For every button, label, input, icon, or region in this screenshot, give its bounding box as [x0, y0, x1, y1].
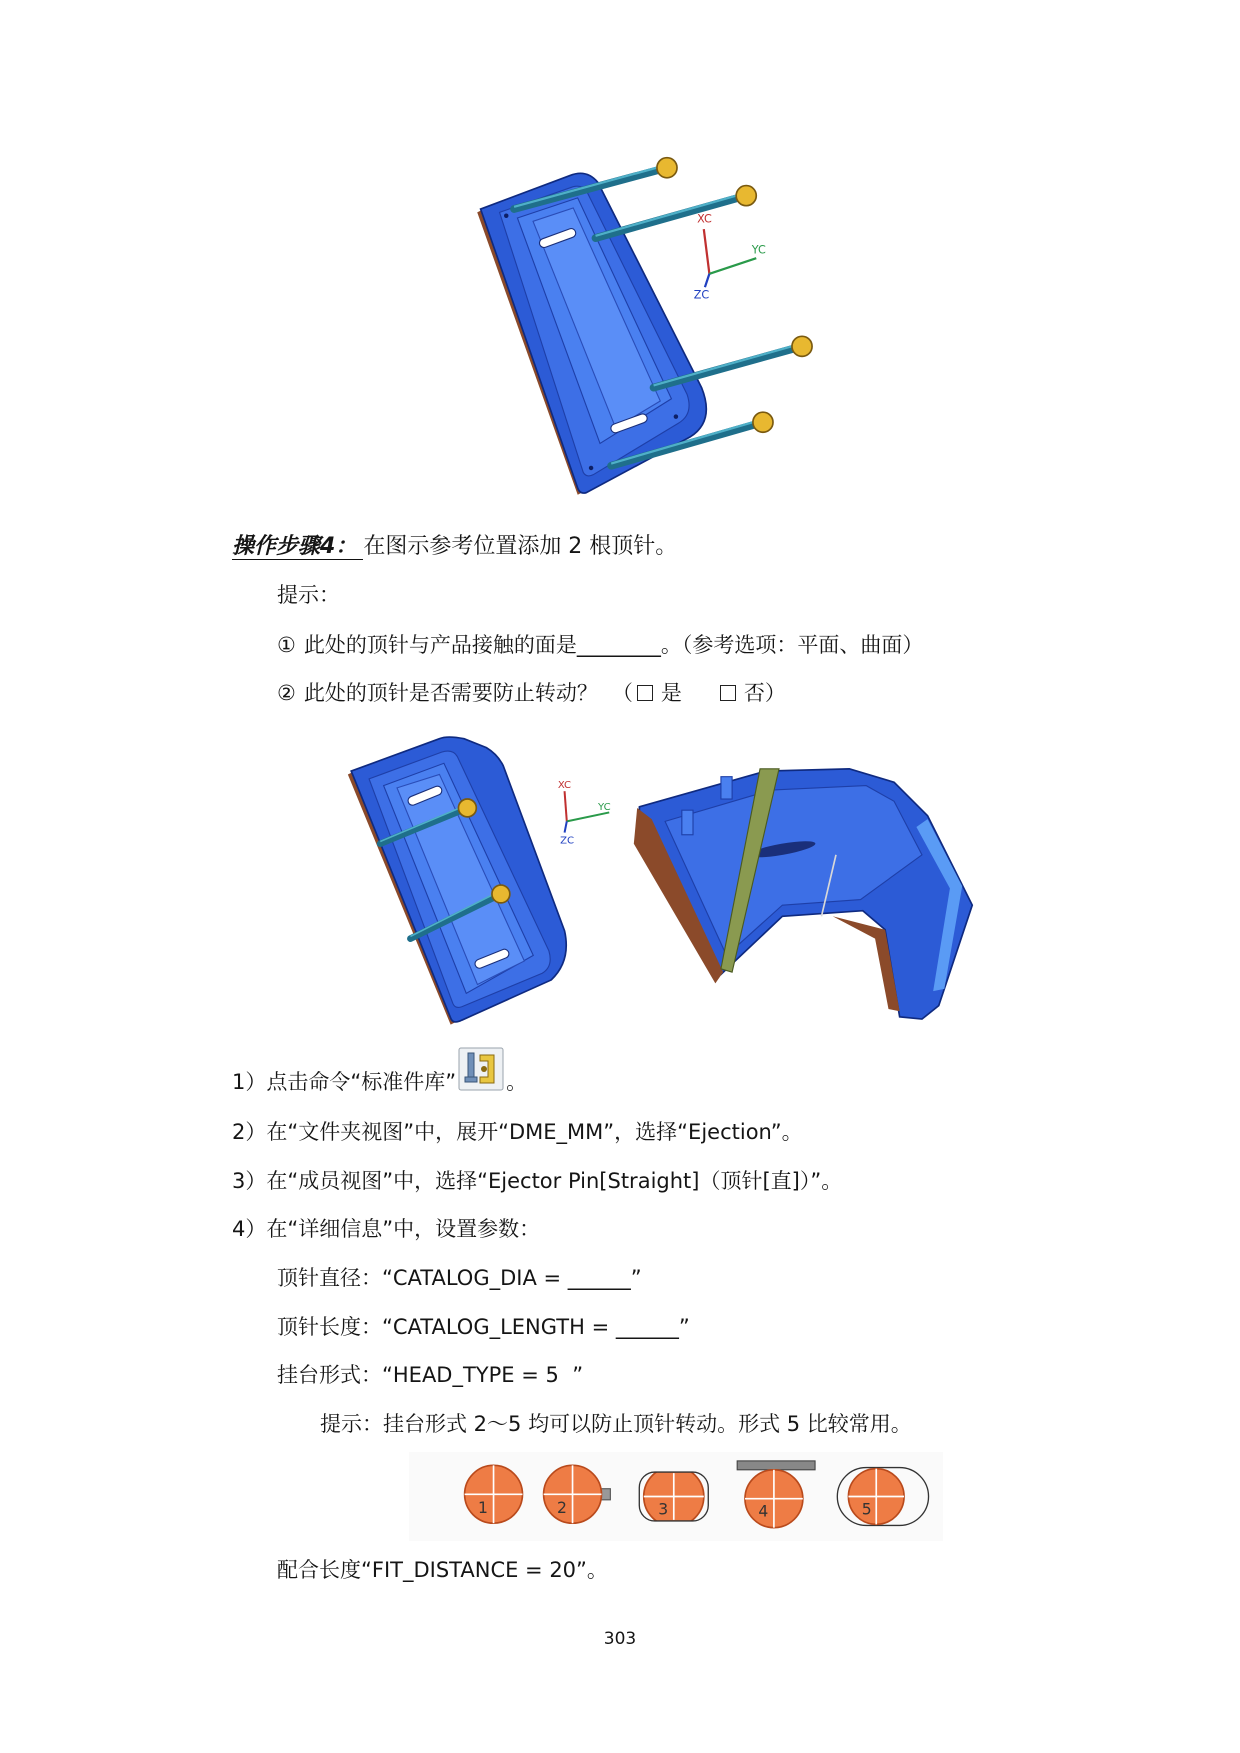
axis-label-yc: YC	[751, 243, 766, 257]
axis-label-zc: ZC	[560, 835, 574, 847]
param-head-type: 挂台形式：“HEAD_TYPE = 5 ”	[277, 1363, 584, 1387]
step4-text: 在图示参考位置添加 2 根顶针。	[363, 534, 678, 559]
param-catalog-dia: 顶针直径：“CATALOG_DIA = ______”	[277, 1266, 642, 1290]
axis-label-yc: YC	[598, 802, 611, 814]
two-pin-placement-figure	[341, 732, 978, 1028]
step-2: 2）在“文件夹视图”中，展开“DME_MM”，选择“Ejection”。	[232, 1120, 803, 1144]
section-boss	[721, 777, 732, 799]
step-1	[232, 1047, 527, 1093]
question-2-marker: ②	[277, 681, 296, 705]
question-2-close-paren: ）	[764, 681, 786, 705]
step-1-text: 1）点击命令“标准件库”	[232, 1070, 457, 1094]
checkbox-no	[720, 685, 736, 701]
rim-dot	[589, 466, 593, 470]
product-with-four-pins-figure	[475, 151, 821, 497]
step4-heading	[232, 535, 677, 559]
checkbox-yes	[637, 685, 653, 701]
fit-distance-line: 配合长度“FIT_DISTANCE = 20”。	[277, 1558, 608, 1582]
step4-title: 操作步骤4：	[232, 534, 363, 560]
head-type-label: 5	[861, 1500, 872, 1519]
section-boss	[682, 810, 693, 835]
rim-dot	[674, 414, 678, 418]
hint-label: 提示：	[277, 583, 340, 607]
rim-dot	[504, 214, 508, 218]
page-number: 303	[603, 1629, 637, 1649]
standard-part-library-icon[interactable]	[458, 1047, 504, 1091]
step-3: 3）在“成员视图”中，选择“Ejector Pin[Straight]（顶针[直]）”。	[232, 1169, 843, 1193]
head-type-1	[465, 1465, 523, 1523]
head-type-figure	[408, 1452, 944, 1541]
question-2-text: 此处的顶针是否需要防止转动？	[303, 681, 598, 705]
axis-label-zc: ZC	[693, 288, 710, 302]
axis-label-xc: XC	[697, 212, 712, 226]
step-4: 4）在“详细信息”中，设置参数：	[232, 1217, 541, 1241]
section-view	[634, 769, 972, 1019]
question-2-open-paren: （	[611, 681, 633, 705]
axis-triad	[558, 780, 611, 847]
ejector-pin	[596, 186, 757, 238]
question-1-text: 此处的顶针与产品接触的面是________。（参考选项：平面、曲面）	[303, 633, 924, 657]
head-type-note: 提示：挂台形式 2～5 均可以防止顶针转动。形式 5 比较常用。	[320, 1412, 912, 1436]
axis-label-xc: XC	[557, 779, 572, 791]
product-tray-top-view	[348, 737, 566, 1025]
head-type-label: 4	[758, 1502, 769, 1521]
option-no-label: 否	[743, 681, 765, 705]
head-type-label: 3	[658, 1500, 669, 1519]
question-1-marker: ①	[277, 633, 296, 657]
step-1-suffix: 。	[506, 1070, 528, 1094]
head-type-label: 1	[477, 1499, 488, 1518]
question-2	[277, 682, 786, 704]
param-catalog-length: 顶针长度：“CATALOG_LENGTH = ______”	[277, 1315, 690, 1339]
question-1	[277, 634, 923, 656]
axis-triad	[694, 212, 766, 301]
option-yes-label: 是	[660, 681, 682, 705]
head-type-label: 2	[556, 1499, 567, 1518]
